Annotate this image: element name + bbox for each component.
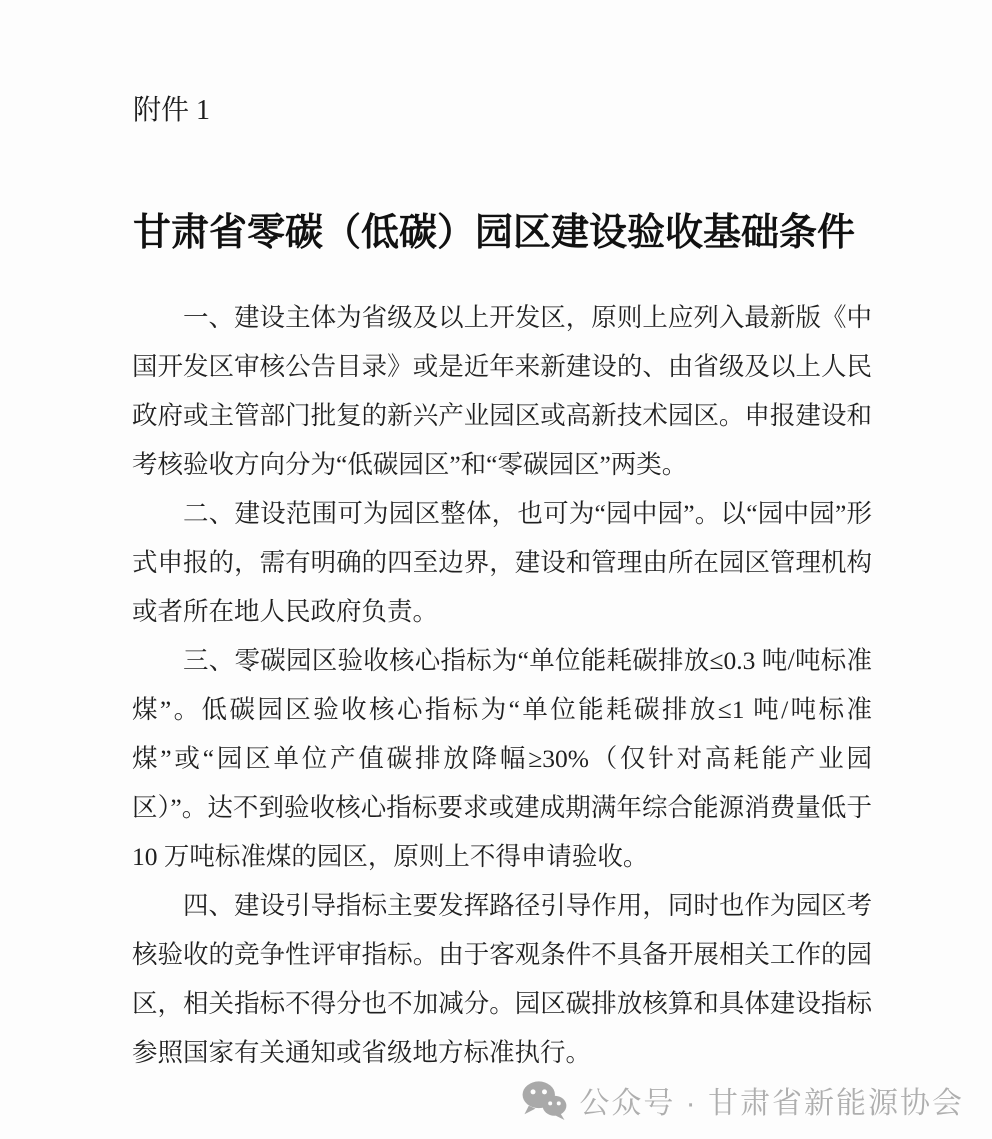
- attachment-label: 附件 1: [133, 95, 211, 126]
- page-title: 甘肃省零碳（低碳）园区建设验收基础条件: [133, 212, 856, 255]
- paragraph-4: 四、建设引导指标主要发挥路径引导作用，同时也作为园区考核验收的竞争性评审指标。由于客观条件不具备开展相关工作的园区，相关指标不得分也不加减分。园区碳排放核算和具体建设指标参照国家有关通知或省级地方标准执行。: [132, 891, 872, 1067]
- watermark: [521, 1078, 964, 1122]
- paragraph-3: 三、零碳园区验收核心指标为“单位能耗碳排放≤0.3 吨/吨标准煤”。低碳园区验收核心指标为“单位能耗碳排放≤1 吨/吨标准煤”或“园区单位产值碳排放降幅≥30%（仅针对高耗能产业园区）”。达不到验收核心指标要求或建成期满年综合能源消费量低于 10 万吨标准煤的园区，原则上不得申请验收。: [132, 646, 872, 871]
- watermark-text: 公众号 · 甘肃省新能源协会: [579, 1087, 964, 1120]
- paragraph-1: 一、建设主体为省级及以上开发区，原则上应列入最新版《中国开发区审核公告目录》或是近年来新建设的、由省级及以上人民政府或主管部门批复的新兴产业园区或高新技术园区。申报建设和考核验收方向分为“低碳园区”和“零碳园区”两类。: [132, 303, 872, 479]
- document-body: [132, 293, 872, 1077]
- wechat-icon: [521, 1080, 567, 1120]
- paragraph-2: 二、建设范围可为园区整体，也可为“园中园”。以“园中园”形式申报的，需有明确的四至边界，建设和管理由所在园区管理机构或者所在地人民政府负责。: [132, 499, 872, 626]
